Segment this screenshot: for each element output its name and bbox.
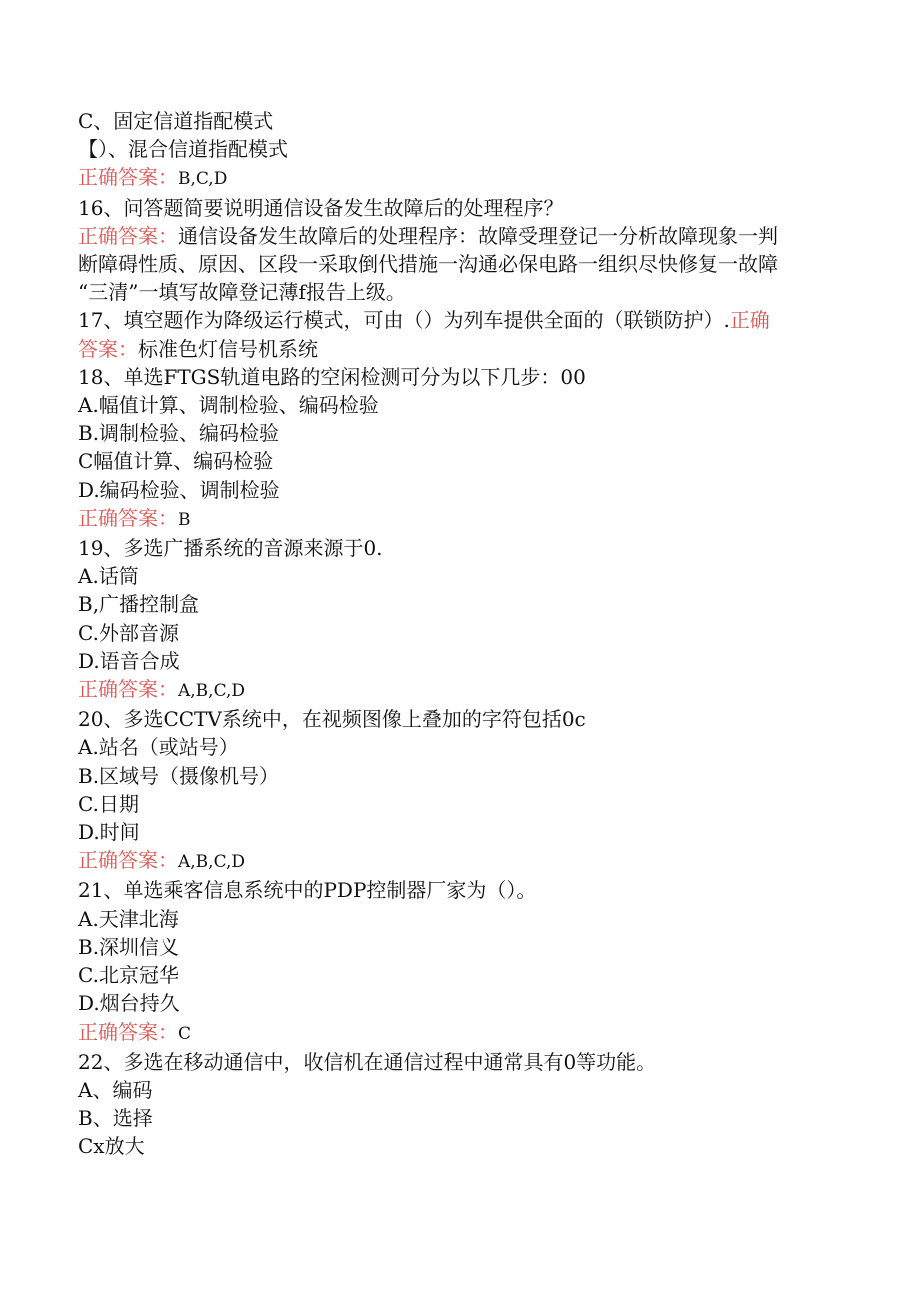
- q16-stem: 16、问答题简要说明通信设备发生故障后的处理程序？: [78, 195, 564, 220]
- answer-value: A,B,C,D: [178, 681, 246, 702]
- q19-stem: 19、多选广播系统的音源来源于0.: [78, 536, 383, 561]
- answer-label: 正确答案：: [78, 1019, 178, 1044]
- answer-label: 正确答案：: [78, 165, 178, 190]
- q20-stem: 20、多选CCTV系统中，在视频图像上叠加的字符包括0c: [78, 707, 586, 732]
- q21-option-a: A.天津北海: [78, 906, 179, 931]
- q19-option-d: D.语音合成: [78, 648, 180, 673]
- q22-stem: 22、多选在移动通信中，收信机在通信过程中通常具有0等功能。: [78, 1049, 657, 1074]
- q22-option-b: B、选择: [78, 1106, 153, 1131]
- q19-answer: [78, 675, 838, 705]
- q16-answer-line-3: “三清”一填写故障登记薄f报告上级。: [78, 280, 406, 305]
- q19-option-b: B,广播控制盒: [78, 592, 200, 617]
- q16-answer-line-2: 断障碍性质、原因、区段一采取倒代措施一沟通必保电路一组织尽快修复一故障: [78, 252, 778, 277]
- q20-option-c: C.日期: [78, 791, 139, 816]
- q15-answer: [78, 163, 838, 193]
- q15-option-c: C、固定信道指配模式: [78, 109, 274, 133]
- q18-option-b: B.调制检验、编码检验: [78, 421, 280, 446]
- answer-label-part2: 答案：: [78, 336, 138, 361]
- q19-option-a: A.话筒: [78, 564, 139, 589]
- q18-option-a: A.幅值计算、调制检验、编码检验: [78, 393, 379, 418]
- answer-value: B: [178, 509, 191, 530]
- q21-option-b: B.深圳信义: [78, 934, 180, 959]
- answer-value: 标准色灯信号机系统: [138, 336, 318, 361]
- q18-stem: 18、单选FTGS轨道电路的空闲检测可分为以下几步：00: [78, 364, 586, 389]
- answer-label: 正确答案：: [78, 505, 178, 530]
- q21-stem: 21、单选乘客信息系统中的PDP控制器厂家为（）。: [78, 878, 537, 903]
- q21-answer: [78, 1018, 838, 1048]
- q20-answer: [78, 846, 838, 876]
- q19-option-c: C.外部音源: [78, 620, 179, 645]
- answer-value: C: [178, 1023, 192, 1044]
- q21-option-d: D.烟台持久: [78, 991, 180, 1016]
- answer-label: 正确答案：: [78, 223, 178, 248]
- answer-label: 正确答案：: [78, 848, 178, 873]
- q20-option-b: B.区域号（摄像机号）: [78, 763, 280, 788]
- q17-stem-line: [78, 306, 838, 334]
- document-page: [78, 107, 838, 1161]
- q22-option-c: Cx放大: [78, 1134, 145, 1159]
- q20-option-a: A.站名（或站号）: [78, 735, 239, 760]
- q16-answer-line-1: [78, 222, 838, 250]
- answer-value: 通信设备发生故障后的处理程序：故障受理登记一分析故障现象一判: [178, 223, 778, 248]
- answer-value: B,C,D: [178, 169, 228, 190]
- q18-option-d: D.编码检验、调制检验: [78, 477, 280, 502]
- q17-answer: [78, 335, 838, 363]
- q21-option-c: C.北京冠华: [78, 963, 179, 988]
- q18-option-c: C幅值计算、编码检验: [78, 449, 274, 474]
- answer-value: A,B,C,D: [178, 852, 246, 873]
- q17-stem: 17、填空题作为降级运行模式，可由（）为列车提供全面的（联锁防护）.: [78, 308, 730, 333]
- q18-answer: [78, 504, 838, 534]
- answer-label: 正确答案：: [78, 677, 178, 702]
- answer-label-part1: 正确: [729, 308, 770, 333]
- q20-option-d: D.时间: [78, 820, 140, 845]
- q15-option-d: 【）、混合信道指配模式: [78, 137, 288, 162]
- q22-option-a: A、编码: [78, 1077, 153, 1102]
